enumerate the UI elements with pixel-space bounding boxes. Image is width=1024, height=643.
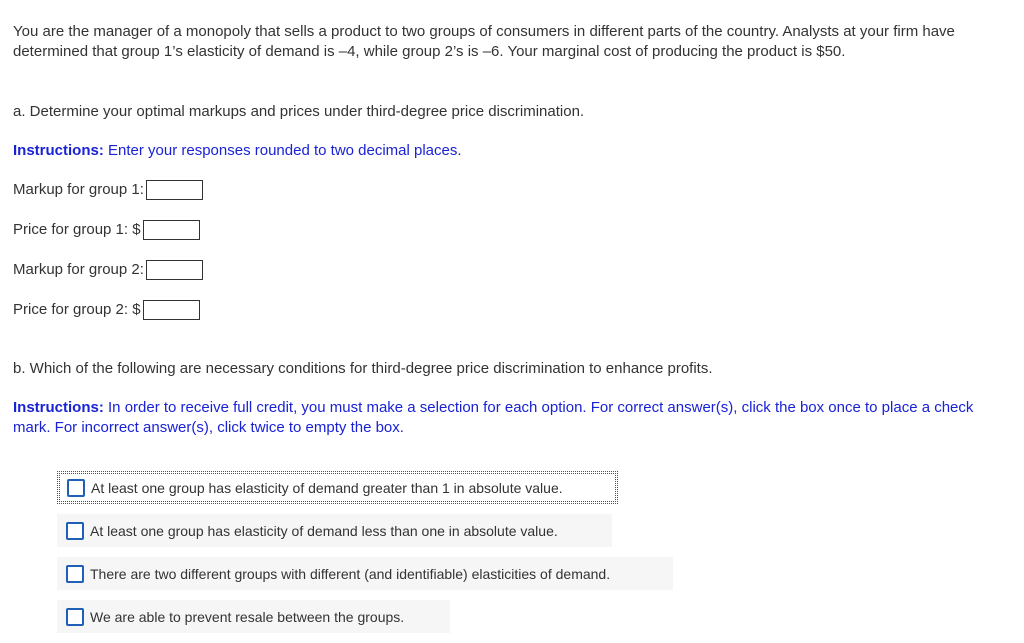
option-4[interactable] [57,600,450,633]
question-container [13,0,1013,625]
part-a-question: a. Determine your optimal markups and prices under third-degree price discrimination. [13,103,585,120]
checkbox-4[interactable] [66,608,84,626]
instructions-label: Instructions: [13,142,104,159]
option-3-label: There are two different groups with different (and identifiable) elasticities of demand. [90,565,611,582]
part-a-instructions [13,141,462,161]
option-1[interactable] [57,471,618,504]
checkbox-3[interactable] [66,565,84,583]
checkbox-options [57,471,673,643]
checkbox-1[interactable] [67,479,85,497]
markup-group-1-row [13,179,203,201]
instructions-text: Enter your responses rounded to two decimal places. [103,142,462,159]
markup-group-2-label: Markup for group 2: [13,261,144,278]
price-group-1-label: Price for group 1: $ [13,221,141,238]
price-group-1-input[interactable] [143,220,200,240]
part-b-instructions [13,398,1003,438]
checkbox-2[interactable] [66,522,84,540]
option-1-label: At least one group has elasticity of demand greater than 1 in absolute value. [91,479,563,496]
instructions-text: In order to receive full credit, you must make a selection for each option. For correct answer(s), click the box once to place a check mark. For incorrect answer(s), click twice to empty the box. [13,399,974,436]
price-group-2-label: Price for group 2: $ [13,301,141,318]
part-b-question: b. Which of the following are necessary conditions for third-degree price discrimination to enhance profits. [13,360,713,377]
price-group-2-row [13,299,200,321]
option-2[interactable] [57,514,612,547]
price-group-2-input[interactable] [143,300,200,320]
option-4-label: We are able to prevent resale between the groups. [90,608,405,625]
instructions-label: Instructions: [13,399,104,416]
problem-statement: You are the manager of a monopoly that sells a product to two groups of consumers in different parts of the country. Analysts at your firm have determined that group 1’s elasticity of demand is –4, while group 2’s is –6. Your marginal cost of producing the product is $50. [13,23,955,60]
price-group-1-row [13,219,200,241]
markup-group-2-row [13,259,203,281]
option-3[interactable] [57,557,673,590]
option-2-label: At least one group has elasticity of demand less than one in absolute value. [90,522,558,539]
markup-group-1-label: Markup for group 1: [13,181,144,198]
markup-group-2-input[interactable] [146,260,203,280]
markup-group-1-input[interactable] [146,180,203,200]
